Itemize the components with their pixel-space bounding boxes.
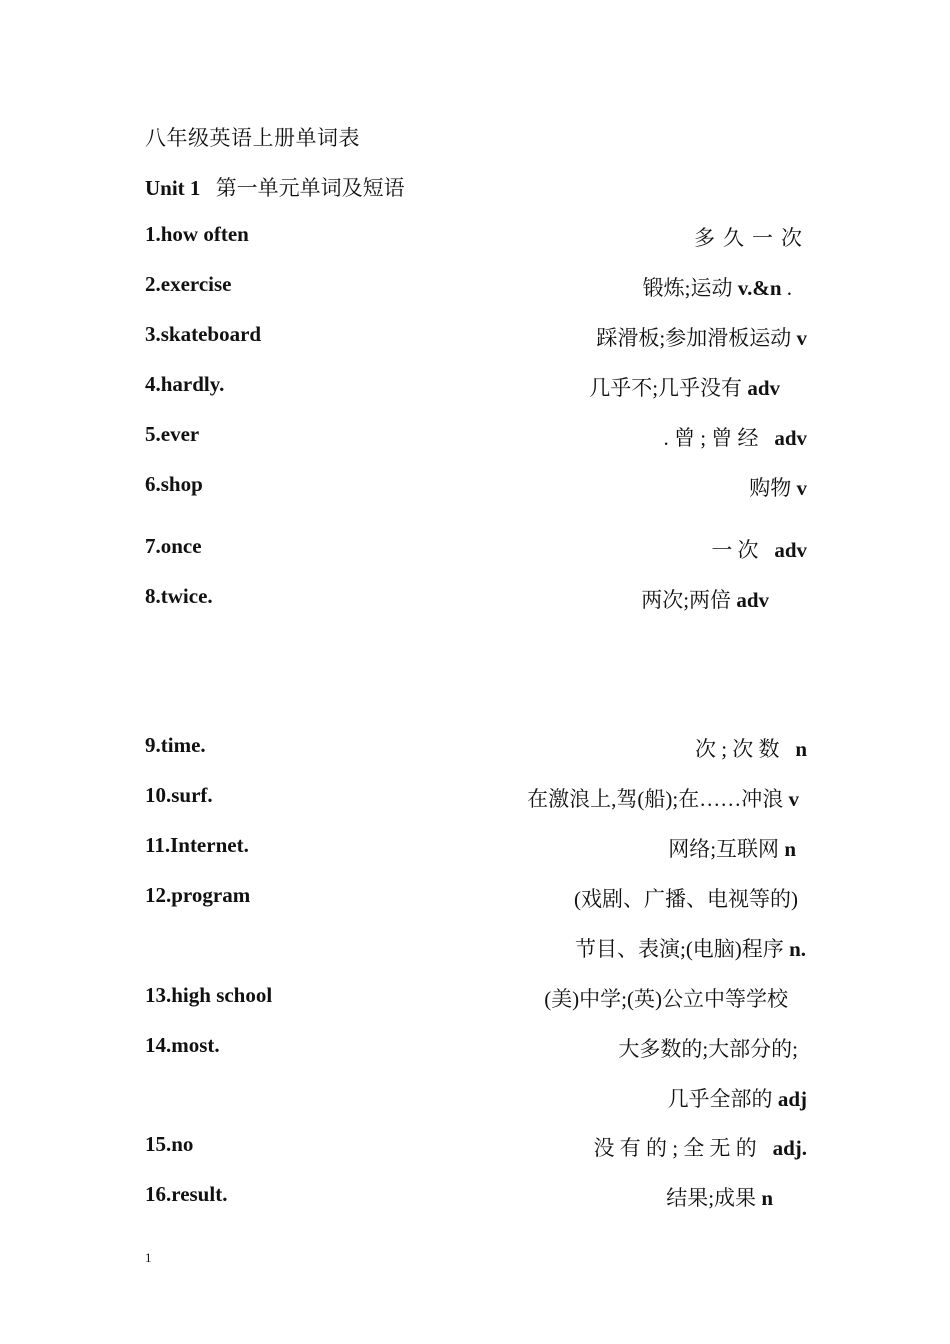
vocab-meaning: 网络;互联网 n	[668, 837, 796, 861]
vocab-meaning: 结果;成果 n	[666, 1186, 773, 1210]
vocab-row	[0, 322, 950, 352]
unit-subtitle: 第一单元单词及短语	[215, 176, 405, 200]
vocab-row	[0, 1182, 950, 1212]
vocab-row	[0, 833, 950, 863]
vocab-row	[0, 1132, 950, 1162]
vocab-row	[0, 883, 950, 913]
vocab-row	[0, 1083, 950, 1113]
vocab-word: 8.twice.	[145, 584, 213, 608]
unit-label: Unit 1	[145, 176, 201, 200]
vocab-meaning: 大多数的;大部分的;	[618, 1037, 798, 1061]
vocab-meaning: 次 ; 次 数 n	[694, 737, 807, 761]
vocab-word: 5.ever	[145, 422, 200, 446]
vocab-word: 14.most.	[145, 1033, 220, 1057]
vocab-meaning: 没 有 的 ; 全 无 的 adj.	[593, 1136, 807, 1160]
vocab-row	[0, 783, 950, 813]
vocab-row	[0, 983, 950, 1013]
vocab-row	[0, 372, 950, 402]
vocab-word: 12.program	[145, 883, 251, 907]
vocab-meaning: 两次;两倍 adv	[641, 588, 769, 612]
vocab-meaning: 在激浪上,驾(船);在……冲浪 v	[527, 787, 799, 811]
vocab-meaning: 多久一次	[694, 226, 810, 250]
vocab-row	[0, 1033, 950, 1063]
vocab-row	[0, 422, 950, 452]
vocab-word: 3.skateboard	[145, 322, 262, 346]
vocab-row	[0, 534, 950, 564]
vocab-meaning: 踩滑板;参加滑板运动 v	[596, 326, 807, 350]
vocab-meaning: 几乎不;几乎没有 adv	[589, 376, 780, 400]
page-number: 1	[145, 1250, 152, 1265]
vocab-meaning: . 曾 ; 曾 经 adv	[663, 426, 807, 450]
vocab-meaning: (美)中学;(英)公立中等学校	[544, 987, 788, 1011]
vocab-word: 10.surf.	[145, 783, 213, 807]
vocab-word: 16.result.	[145, 1182, 228, 1206]
vocab-word: 15.no	[145, 1132, 194, 1156]
vocab-word: 11.Internet.	[145, 833, 249, 857]
vocab-meaning: 几乎全部的 adj	[667, 1087, 807, 1111]
vocab-meaning: 锻炼;运动 v.&n .	[642, 276, 792, 300]
unit-heading	[145, 172, 405, 202]
vocab-word: 4.hardly.	[145, 372, 225, 396]
vocab-meaning: 购物 v	[749, 476, 807, 500]
document-title: 八年级英语上册单词表	[145, 126, 360, 150]
vocab-word: 13.high school	[145, 983, 273, 1007]
vocab-word: 9.time.	[145, 733, 206, 757]
vocab-word: 2.exercise	[145, 272, 232, 296]
vocab-meaning: 一 次 adv	[711, 538, 807, 562]
vocab-word: 7.once	[145, 534, 202, 558]
vocab-word: 6.shop	[145, 472, 203, 496]
vocab-row	[0, 733, 950, 763]
vocab-row	[0, 222, 950, 252]
vocab-row	[0, 272, 950, 302]
vocab-meaning: (戏剧、广播、电视等的)	[574, 887, 798, 911]
vocab-row	[0, 472, 950, 502]
vocab-meaning: 节目、表演;(电脑)程序 n.	[574, 937, 806, 961]
vocab-row	[0, 933, 950, 963]
vocab-word: 1.how often	[145, 222, 249, 246]
vocab-row	[0, 584, 950, 614]
